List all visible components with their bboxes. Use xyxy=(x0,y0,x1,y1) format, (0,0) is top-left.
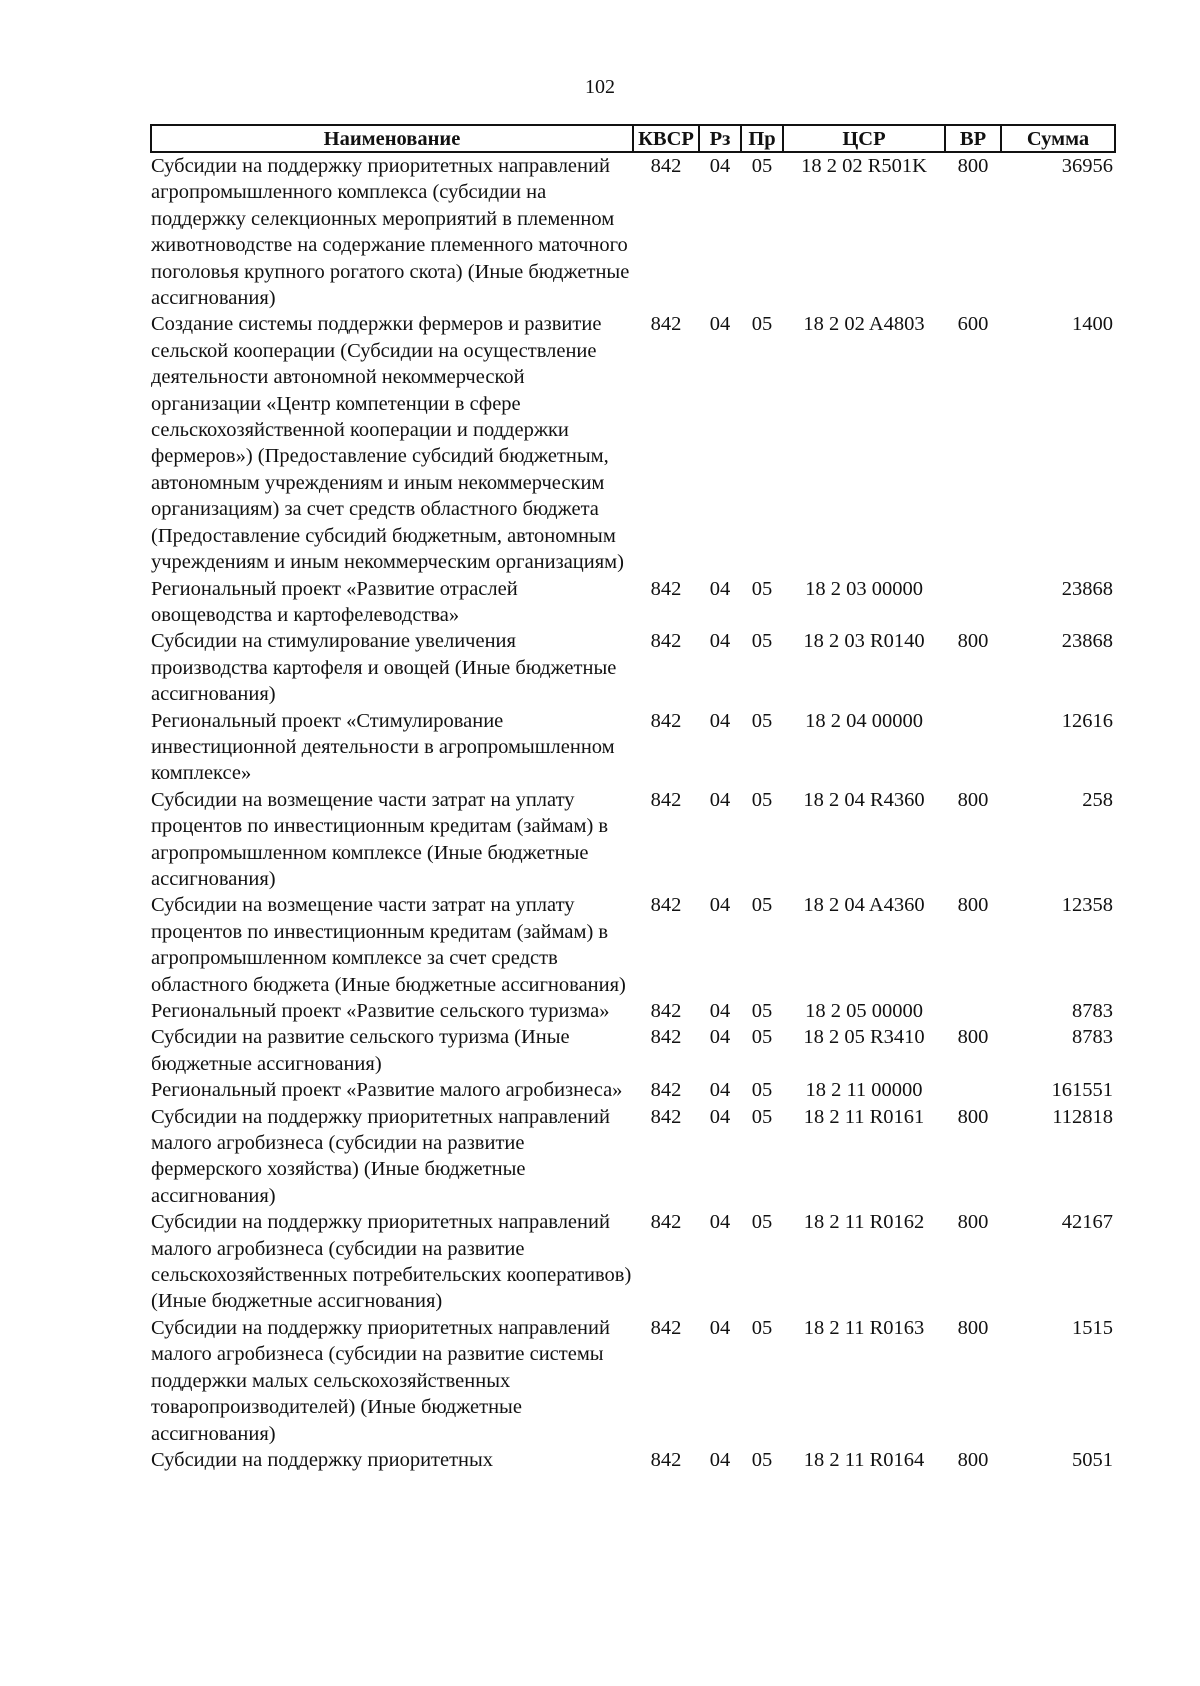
cell-csr: 18 2 02 A4803 xyxy=(803,313,925,336)
cell-vr: 800 xyxy=(957,1316,989,1339)
table-row xyxy=(151,576,1115,629)
cell-vr xyxy=(945,708,1001,787)
cell-rz: 04 xyxy=(709,313,731,336)
cell-name: Региональный проект «Развитие сельского туризма» xyxy=(151,1000,610,1022)
cell-vr: 800 xyxy=(957,630,989,653)
cell-sum: 112818 xyxy=(1052,1105,1113,1128)
cell-sum: 42167 xyxy=(1061,1211,1113,1234)
cell-kvsr: 842 xyxy=(650,1211,682,1234)
cell-vr xyxy=(945,576,1001,629)
cell-pr: 05 xyxy=(751,1105,773,1128)
cell-kvsr: 842 xyxy=(650,155,682,177)
cell-sum: 23868 xyxy=(1061,577,1113,600)
cell-sum: 23868 xyxy=(1061,630,1113,653)
cell-vr xyxy=(945,1077,1001,1103)
table-row xyxy=(151,311,1115,575)
cell-kvsr: 842 xyxy=(650,1448,682,1471)
cell-vr: 600 xyxy=(957,313,989,336)
cell-csr: 18 2 05 R3410 xyxy=(803,1026,925,1049)
cell-csr: 18 2 02 R501K xyxy=(801,155,927,177)
budget-table xyxy=(150,124,1116,1473)
table-row xyxy=(151,787,1115,893)
header-kvsr: КВСР xyxy=(633,125,699,152)
cell-pr: 05 xyxy=(751,788,773,811)
cell-name: Региональный проект «Стимулирование инвестиционной деятельности в агропромышленном комплексе» xyxy=(151,709,615,785)
cell-csr: 18 2 05 00000 xyxy=(805,1000,923,1022)
cell-rz: 04 xyxy=(709,155,731,177)
table-row xyxy=(151,998,1115,1024)
cell-sum: 12616 xyxy=(1061,709,1113,732)
cell-vr: 800 xyxy=(957,894,989,917)
cell-vr: 800 xyxy=(957,155,989,177)
cell-name: Региональный проект «Развитие отраслей овощеводства и картофелеводства» xyxy=(151,577,518,626)
table-row xyxy=(151,892,1115,998)
cell-kvsr: 842 xyxy=(650,1316,682,1339)
cell-csr: 18 2 11 R0163 xyxy=(803,1316,925,1339)
cell-rz: 04 xyxy=(709,894,731,917)
cell-name: Субсидии на поддержку приоритетных направлений малого агробизнеса (субсидии на развитие системы поддержки малых сельскохозяйственных товаропроизводителей) (Иные бюджетные ассигнования) xyxy=(151,1316,610,1445)
cell-sum: 5051 xyxy=(1072,1448,1113,1471)
cell-sum: 258 xyxy=(1082,788,1113,811)
cell-csr: 18 2 11 R0164 xyxy=(803,1448,925,1471)
cell-name: Субсидии на возмещение части затрат на уплату процентов по инвестиционным кредитам (займам) в агропромышленном комплексе (Иные бюджетные ассигнования) xyxy=(151,788,609,890)
cell-kvsr: 842 xyxy=(650,577,682,600)
cell-pr: 05 xyxy=(751,894,773,917)
cell-pr: 05 xyxy=(751,1026,773,1049)
cell-pr: 05 xyxy=(751,1079,773,1102)
cell-kvsr: 842 xyxy=(650,1000,682,1022)
cell-vr xyxy=(945,998,1001,1024)
cell-rz: 04 xyxy=(709,1026,731,1049)
cell-csr: 18 2 11 R0161 xyxy=(803,1105,925,1128)
cell-rz: 04 xyxy=(709,1316,731,1339)
table-row xyxy=(151,1024,1115,1077)
table-row xyxy=(151,708,1115,787)
cell-name: Субсидии на поддержку приоритетных направлений агропромышленного комплекса (субсидии на поддержку селекционных мероприятий в племенном животноводстве на содержание племенного маточного поголовья крупного рогатого скота) (Иные бюджетные ассигнования) xyxy=(151,155,630,310)
cell-rz: 04 xyxy=(709,630,731,653)
cell-csr: 18 2 04 A4360 xyxy=(803,894,925,917)
cell-sum: 161551 xyxy=(1051,1079,1113,1102)
cell-sum: 1400 xyxy=(1072,313,1113,336)
cell-rz: 04 xyxy=(709,1079,731,1102)
cell-name: Субсидии на поддержку приоритетных направлений малого агробизнеса (субсидии на развитие сельскохозяйственных потребительских кооперативов) (Иные бюджетные ассигнования) xyxy=(151,1211,632,1313)
cell-name: Субсидии на возмещение части затрат на уплату процентов по инвестиционным кредитам (займам) в агропромышленном комплексе за счет средств областного бюджета (Иные бюджетные ассигнования) xyxy=(151,894,626,996)
cell-sum: 8783 xyxy=(1072,1026,1113,1049)
cell-name: Субсидии на развитие сельского туризма (Иные бюджетные ассигнования) xyxy=(151,1026,570,1075)
table-body xyxy=(151,152,1115,1473)
cell-csr: 18 2 11 00000 xyxy=(805,1079,923,1102)
cell-vr: 800 xyxy=(957,1026,989,1049)
cell-rz: 04 xyxy=(709,577,731,600)
header-vr: ВР xyxy=(945,125,1001,152)
cell-rz: 04 xyxy=(709,1448,731,1471)
cell-name: Субсидии на поддержку приоритетных направлений малого агробизнеса (субсидии на развитие фермерского хозяйства) (Иные бюджетные ассигнования) xyxy=(151,1105,610,1207)
cell-pr: 05 xyxy=(751,313,773,336)
cell-pr: 05 xyxy=(751,1316,773,1339)
cell-kvsr: 842 xyxy=(650,313,682,336)
cell-pr: 05 xyxy=(751,1211,773,1234)
table-row xyxy=(151,1104,1115,1210)
cell-csr: 18 2 03 00000 xyxy=(805,577,923,600)
cell-rz: 04 xyxy=(709,709,731,732)
cell-name: Создание системы поддержки фермеров и развитие сельской кооперации (Субсидии на осуществление деятельности автономной некоммерческой организации «Центр компетенции в сфере сельскохозяйственной кооперации и поддержки фермеров») (Предоставление субсидий бюджетным, автономным учреждениям и иным некоммерческим организациям) за счет средств областного бюджета (Предоставление субсидий бюджетным, автономным учреждениям и иным некоммерческим организациям) xyxy=(151,313,624,574)
cell-sum: 8783 xyxy=(1072,1000,1113,1022)
cell-pr: 05 xyxy=(751,577,773,600)
table-row xyxy=(151,1315,1115,1447)
cell-sum: 1515 xyxy=(1072,1316,1113,1339)
cell-vr: 800 xyxy=(957,1211,989,1234)
cell-kvsr: 842 xyxy=(650,1026,682,1049)
cell-rz: 04 xyxy=(709,788,731,811)
cell-name: Субсидии на стимулирование увеличения производства картофеля и овощей (Иные бюджетные ассигнования) xyxy=(151,630,617,706)
cell-kvsr: 842 xyxy=(650,788,682,811)
cell-rz: 04 xyxy=(709,1105,731,1128)
header-name: Наименование xyxy=(151,125,633,152)
cell-pr: 05 xyxy=(751,1448,773,1471)
cell-pr: 05 xyxy=(751,1000,773,1022)
cell-rz: 04 xyxy=(709,1000,731,1022)
cell-kvsr: 842 xyxy=(650,1105,682,1128)
cell-kvsr: 842 xyxy=(650,630,682,653)
table-row xyxy=(151,1209,1115,1315)
cell-sum: 36956 xyxy=(1061,155,1113,177)
table-header xyxy=(151,125,1115,152)
cell-vr: 800 xyxy=(957,1105,989,1128)
cell-name: Региональный проект «Развитие малого агробизнеса» xyxy=(151,1079,623,1102)
table-row xyxy=(151,1077,1115,1103)
header-sum: Сумма xyxy=(1001,125,1115,152)
cell-csr: 18 2 04 R4360 xyxy=(803,788,925,811)
cell-rz: 04 xyxy=(709,1211,731,1234)
header-csr: ЦСР xyxy=(783,125,945,152)
cell-csr: 18 2 11 R0162 xyxy=(803,1211,925,1234)
table-row xyxy=(151,628,1115,707)
cell-sum: 12358 xyxy=(1061,894,1113,917)
cell-vr: 800 xyxy=(957,1448,989,1471)
page-number: 102 xyxy=(585,76,615,98)
cell-pr: 05 xyxy=(751,155,773,177)
cell-pr: 05 xyxy=(751,630,773,653)
table-row xyxy=(151,1447,1115,1473)
cell-kvsr: 842 xyxy=(650,1079,682,1102)
header-pr: Пр xyxy=(741,125,783,152)
cell-csr: 18 2 04 00000 xyxy=(805,709,923,732)
cell-name: Субсидии на поддержку приоритетных xyxy=(151,1448,494,1471)
cell-kvsr: 842 xyxy=(650,709,682,732)
cell-kvsr: 842 xyxy=(650,894,682,917)
cell-vr: 800 xyxy=(957,788,989,811)
header-rz: Рз xyxy=(699,125,741,152)
cell-csr: 18 2 03 R0140 xyxy=(803,630,925,653)
table-row xyxy=(151,152,1115,311)
cell-pr: 05 xyxy=(751,709,773,732)
